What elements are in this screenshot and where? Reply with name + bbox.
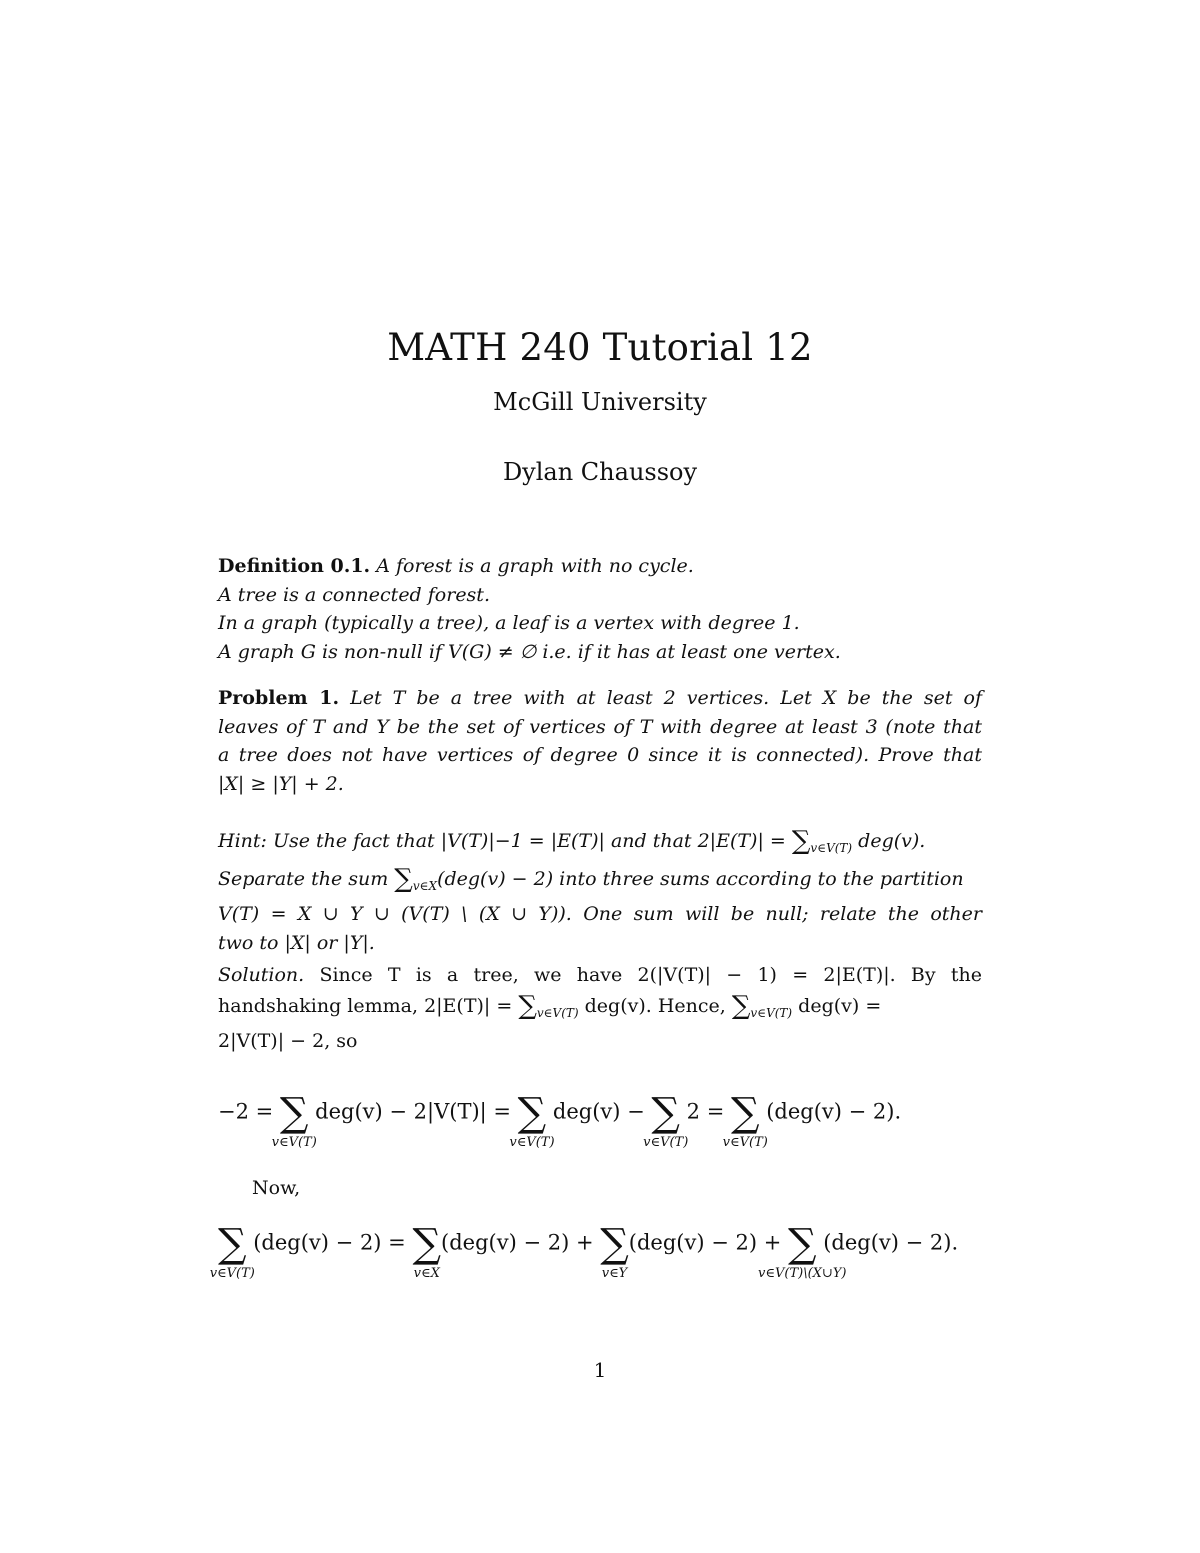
now-text: Now, xyxy=(252,1177,301,1199)
sum-symbol: ∑ xyxy=(394,863,413,894)
hint-line-2 xyxy=(218,863,982,901)
hint-block xyxy=(218,825,982,957)
sum-subscript: v∈X xyxy=(412,878,438,893)
page-number: 1 xyxy=(593,1358,607,1382)
equation-term: deg(v) − 2|V(T)| = xyxy=(308,1099,518,1124)
summation xyxy=(722,1090,768,1150)
summation xyxy=(600,1221,629,1281)
equation-term: 2 = xyxy=(679,1099,731,1124)
sigma-symbol: ∑ xyxy=(600,1221,629,1267)
solution-line-1 xyxy=(218,961,982,990)
sum-symbol: ∑ xyxy=(791,826,811,856)
sum-limit: v∈V(T) xyxy=(643,1135,689,1150)
solution-line-1-text: Since T is a tree, we have 2(|V(T)| − 1) = 2|E(T)|. By the xyxy=(304,964,982,986)
definition-block xyxy=(218,552,982,666)
definition-line-4: A graph G is non-null if V(G) ≠ ∅ i.e. if it has at least one vertex. xyxy=(218,640,841,663)
problem-line-4: |X| ≥ |Y| + 2. xyxy=(218,772,344,795)
problem-line-3: a tree does not have vertices of degree 0 since it is connected). Prove that xyxy=(218,744,982,766)
sum-limit: v∈X xyxy=(413,1266,440,1281)
summation xyxy=(509,1090,555,1150)
sum-symbol: ∑ xyxy=(731,990,751,1021)
sigma-symbol: ∑ xyxy=(787,1221,817,1267)
definition-label: Definition 0.1. xyxy=(218,555,371,577)
sigma-symbol: ∑ xyxy=(651,1090,680,1136)
solution-line-2-tail: deg(v) = xyxy=(792,994,882,1017)
hint-line-1-tail: deg(v). xyxy=(852,830,926,852)
sum-limit: v∈V(T) xyxy=(509,1135,555,1150)
sigma-symbol: ∑ xyxy=(279,1090,309,1136)
equation-term: (deg(v) − 2) + xyxy=(628,1230,788,1255)
solution-line-2-pre: handshaking lemma, 2|E(T)| = xyxy=(218,994,519,1017)
solution-line-3: 2|V(T)| − 2, so xyxy=(218,1030,358,1052)
problem-line-2: leaves of T and Y be the set of vertices of T with degree at least 3 (note that xyxy=(218,715,982,738)
equation-term: (deg(v) − 2). xyxy=(759,1099,902,1124)
hint-line-2-pre: Separate the sum xyxy=(218,867,395,890)
sum-limit: v∈V(T) xyxy=(722,1135,768,1150)
summation xyxy=(412,1221,442,1281)
sum-limit: v∈V(T) xyxy=(209,1266,255,1281)
definition-line-1: A forest is a graph with no cycle. xyxy=(376,555,694,577)
solution-label: Solution. xyxy=(218,964,305,986)
hint-line-4: two to |X| or |Y|. xyxy=(218,931,375,954)
solution-line-2-mid: deg(v). Hence, xyxy=(578,994,732,1017)
document-title: MATH 240 Tutorial 12 xyxy=(387,326,813,369)
equation-term: (deg(v) − 2) = xyxy=(246,1230,413,1255)
solution-block xyxy=(218,961,982,1056)
summation xyxy=(209,1221,255,1281)
author-name: Dylan Chaussoy xyxy=(502,458,698,486)
sigma-symbol: ∑ xyxy=(730,1090,760,1136)
sum-limit: v∈Y xyxy=(601,1266,628,1281)
sigma-symbol: ∑ xyxy=(517,1090,547,1136)
sum-subscript: v∈V(T) xyxy=(536,1005,579,1020)
solution-line-2 xyxy=(218,990,982,1028)
sum-limit: v∈V(T) xyxy=(271,1135,317,1150)
hint-line-2-tail: (deg(v) − 2) into three sums according to the partition xyxy=(437,867,964,890)
display-equation-2 xyxy=(209,1221,1048,1281)
equation-term: (deg(v) − 2) + xyxy=(441,1230,601,1255)
equation-term: deg(v) − xyxy=(546,1099,652,1124)
sum-subscript: v∈V(T) xyxy=(810,841,853,855)
sum-limit: v∈V(T)\(X∪Y) xyxy=(758,1266,847,1281)
sigma-symbol: ∑ xyxy=(218,1221,247,1267)
problem-label: Problem 1. xyxy=(218,687,340,709)
sum-symbol: ∑ xyxy=(518,990,537,1021)
sum-subscript: v∈V(T) xyxy=(750,1005,793,1020)
equation-term: (deg(v) − 2). xyxy=(816,1230,959,1255)
summation xyxy=(758,1221,847,1281)
hint-line-1 xyxy=(218,825,982,863)
hint-line-3: V(T) = X ∪ Y ∪ (V(T) \ (X ∪ Y)). One sum will be null; relate the other xyxy=(218,903,982,925)
summation xyxy=(271,1090,317,1150)
problem-line-1: Let T be a tree with at least 2 vertices. Let X be the set of xyxy=(350,687,982,709)
hint-line-1-text: Hint: Use the fact that |V(T)|−1 = |E(T)| and that 2|E(T)| = xyxy=(218,830,792,852)
equation-lhs: −2 = xyxy=(218,1099,280,1124)
summation xyxy=(643,1090,689,1150)
display-equation-1 xyxy=(218,1090,982,1150)
definition-line-2: A tree is a connected forest. xyxy=(218,583,490,606)
problem-block xyxy=(218,684,982,798)
definition-line-3: In a graph (typically a tree), a leaf is a vertex with degree 1. xyxy=(218,612,800,634)
sigma-symbol: ∑ xyxy=(412,1221,442,1267)
affiliation: McGill University xyxy=(493,388,707,416)
